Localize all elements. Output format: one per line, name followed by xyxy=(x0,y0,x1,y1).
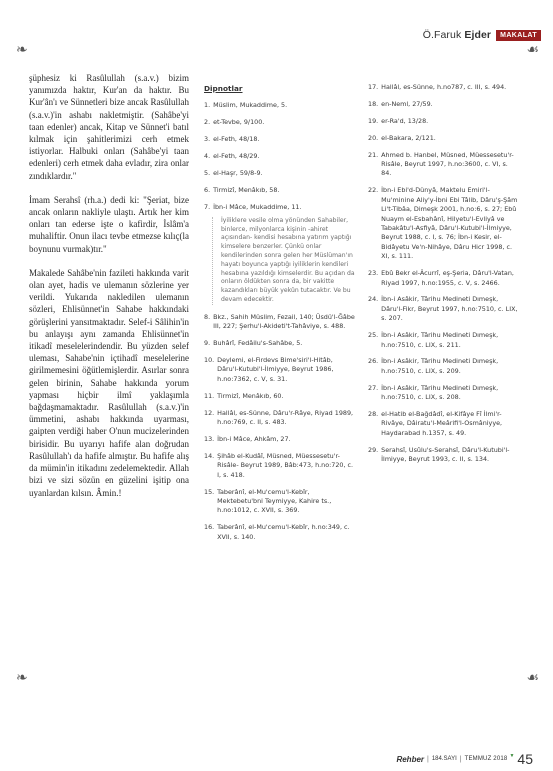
floral-corner-ornament-icon: ☙ xyxy=(526,671,539,686)
footnote-item xyxy=(204,488,356,516)
article-body xyxy=(29,72,189,511)
footnote-item xyxy=(368,134,518,143)
footnotes-column-1 xyxy=(204,84,356,550)
footnote-number: 1. xyxy=(204,101,211,110)
footnote-item xyxy=(368,117,518,126)
footnote-item xyxy=(204,409,356,428)
footnote-item xyxy=(204,452,356,480)
footnote-item xyxy=(204,313,356,332)
footnote-item xyxy=(368,100,518,109)
issue-number: 184.SAYI xyxy=(431,756,457,762)
footnote-item xyxy=(368,295,518,323)
footnote-text: Buhârî, Fedâilu's-Sahâbe, 5. xyxy=(213,339,303,348)
footnote-text: İbn-i Asâkir, Târihu Medineti Dımeşk, Dâru'l-Fikr, Beyrut 1997, h.no:7510, c. LIX, s. 207. xyxy=(381,295,518,323)
footnote-text: Tirmizî, Menâkıb, 60. xyxy=(217,391,284,400)
footnote-list xyxy=(204,101,356,212)
footnote-list xyxy=(368,83,518,465)
footnote-number: 3. xyxy=(204,135,211,144)
author-name xyxy=(423,29,491,41)
footnote-number: 9. xyxy=(204,339,211,348)
footnote-number: 29. xyxy=(368,445,379,454)
footnote-number: 7. xyxy=(204,202,211,211)
footnote-item xyxy=(204,392,356,401)
footnote-item xyxy=(204,523,356,542)
footnote-text: en-Neml, 27/59. xyxy=(381,99,433,108)
footnote-text: Şihâb el-Kudâî, Müsned, Müessesetu'r-Risâle- Beyrut 1989, Bâb:473, h.no:720, c. I, s. 418. xyxy=(217,451,354,479)
footnote-text: İbn-i Asâkir, Târihu Medineti Dımeşk, h.no:7510, c. LIX, s. 208. xyxy=(381,383,499,402)
footnote-item xyxy=(368,331,518,350)
footnote-item xyxy=(368,357,518,376)
footnote-item xyxy=(204,339,356,348)
footnote-number: 16. xyxy=(204,523,215,532)
footnote-item xyxy=(204,135,356,144)
footnote-item xyxy=(368,410,518,438)
footnote-number: 27. xyxy=(368,383,379,392)
footer-divider: | xyxy=(459,755,462,763)
page-footer xyxy=(396,751,533,767)
footnote-number: 26. xyxy=(368,357,379,366)
footnote-text: Taberânî, el-Mu'cemu'l-Kebîr, Mektebetu'bni Teymiyye, Kahire ts., h.no:1012, c. XVII, s. 369. xyxy=(217,487,332,515)
article-paragraph: İmam Serahsî (rh.a.) dedi ki: "Şeriat, bize ancak onların nakliyle ulaştı. Artık her kim onları tan ederse işte o kafirdir, İslâm'a muhaliftir. Onun ilacı tevbe etmezse kılıç(la boynunu vurmak)tır." xyxy=(29,194,189,254)
footnote-text: et-Tevbe, 9/100. xyxy=(213,118,265,127)
footnote-number: 17. xyxy=(368,83,379,91)
footnote-number: 2. xyxy=(204,118,211,127)
footnote-list xyxy=(204,313,356,542)
footer-divider: | xyxy=(427,755,429,763)
footnote-item xyxy=(204,169,356,178)
footnote-item xyxy=(368,83,518,92)
footnote-text: İbn-i Mâce, Mukaddime, 11. xyxy=(213,202,302,211)
footnote-text: İbn-i Ebi'd-Dünyâ, Maktelu Emiri'l-Mu'minine Aliy'y-İbni Ebi Tâlib, Dâru'ş-Şâm Li't-Tibâa, Dimeşk 2001, h.no:6, s. 27; Ebû Nuaym el-Esbahânî, Hilyetu'l-Evliyâ ve Tabakâtu'l-Asfiyâ, Dâru'l-Kutubi'l-İlmiyye, Beyrut 1988, c. I, s. 76; İbn-i Kesir, el-Bidâyetu Ve'n-Nihâye, Dâru Hicr 1998, c. XI, s. 111. xyxy=(381,186,518,261)
footnote-text: Tirmizî, Menâkıb, 58. xyxy=(213,185,280,194)
footnote-number: 24. xyxy=(368,295,379,304)
footnote-text: Bkz., Sahih Müslim, Fezail, 140; Üsdü'l-Ğâbe III, 227; Şerhu'l-Akideti't-Tahâviye, s. 488. xyxy=(213,312,355,331)
issue-date: TEMMUZ 2018 xyxy=(464,756,508,762)
footnote-number: 4. xyxy=(204,152,211,161)
footnote-item xyxy=(204,186,356,195)
footnotes-title: Dipnotlar xyxy=(204,84,243,93)
side-note: İyiliklere vesile olma yönünden Sahabiler, binlerce, milyonlarca kişinin -ahiret açısından- kendisi hesabına yatırım yaptığı kimselere benzerler. Çünkü onlar kendilerinden sonra gelen her Müslüman'ın hayatı boyunca yaptığı iyiliklerin kendileri hesabına yazıldığı kimselerdir. Bu açıdan da onların öldükten sonra da, bir vakitte kazandıkları büyük yekûn tutacaktır. Ve bu devam edecektir. xyxy=(212,217,356,305)
footnote-item xyxy=(204,101,356,110)
footnote-number: 13. xyxy=(204,434,215,443)
floral-corner-ornament-icon: ❧ xyxy=(16,43,28,58)
author-first-name: Ö.Faruk xyxy=(422,29,462,41)
footnote-number: 20. xyxy=(368,133,379,142)
footnote-item xyxy=(204,152,356,161)
footnote-number: 12. xyxy=(204,408,215,417)
footnote-text: Serahsî, Usûlu's-Serahsî, Dâru'l-Kutubi'l-İlmiyye, Beyrut 1993, c. II, s. 134. xyxy=(381,445,510,464)
footnote-item xyxy=(368,446,518,465)
footnote-text: Hallâl, es-Sünne, Dâru'r-Râye, Riyad 1989, h.no:769, c. II, s. 483. xyxy=(217,408,354,426)
footnote-text: İbn-i Asâkir, Târihu Medineti Dımeşk, h.no:7510, c. LIX, s. 211. xyxy=(381,331,499,349)
footnote-number: 23. xyxy=(368,269,379,278)
footnote-number: 8. xyxy=(204,312,211,321)
footnote-text: el-Hatib el-Bağdâdî, el-Kifâye Fî İlmi'r-Rivâye, Dâiratu'l-Meârifi'l-Osmâniyye, Haydarabad h.1357, s. 49. xyxy=(381,410,503,437)
footnote-number: 5. xyxy=(204,169,211,178)
page-header xyxy=(423,28,541,42)
footnote-item xyxy=(204,203,356,212)
footnote-text: Ahmed b. Hanbel, Müsned, Müessesetu'r-Risâle, Beyrut 1997, h.no:3600, c. VI, s. 84. xyxy=(381,150,514,178)
page-number: 45 xyxy=(517,751,533,767)
footnote-text: Ebû Bekr el-Âcurrî, eş-Şeria, Dâru'l-Vatan, Riyad 1997, h.no:1955, c. V, s. 2466. xyxy=(381,269,514,287)
footnote-text: el-Bakara, 2/121. xyxy=(381,133,436,142)
footnote-number: 6. xyxy=(204,185,211,194)
footnote-number: 11. xyxy=(204,391,215,400)
footnote-item xyxy=(204,356,356,384)
floral-corner-ornament-icon: ☙ xyxy=(526,43,539,58)
footnote-number: 10. xyxy=(204,355,215,364)
footnote-number: 21. xyxy=(368,150,379,159)
author-last-name: Ejder xyxy=(464,29,492,41)
footnote-text: el-Feth, 48/18. xyxy=(213,135,260,144)
footnote-number: 19. xyxy=(368,116,379,125)
article-paragraph: şüphesiz ki Rasûlullah (s.a.v.) bizim yanımızda haktır, Kur'an da haktır. Bu Kur'ân'ı ve Sünnetleri bize ancak Rasûlullah (s.a.v.)'in ashabı nakletmiştir. (Sahâbe'yi taan edenler) ancak, Kitap ve Sünnet'i batıl kılmak için şahitlerimizi cerh etmek istiyorlar. Halbuki onları (Sahâbe'yi taan edenleri) cerh etmek daha evladır, zira onlar zındıklardır." xyxy=(29,73,189,181)
footnote-number: 14. xyxy=(204,451,215,460)
footnote-number: 28. xyxy=(368,410,379,419)
footnote-text: İbn-i Mâce, Ahkâm, 27. xyxy=(217,434,291,443)
footnote-item xyxy=(368,384,518,403)
footnote-item xyxy=(204,118,356,127)
section-badge: MAKALAT xyxy=(496,30,541,41)
footnote-text: el-Haşr, 59/8-9. xyxy=(213,169,263,178)
footnote-text: Müslim, Mukaddime, 5. xyxy=(213,101,288,110)
footnote-number: 15. xyxy=(204,487,215,496)
footnote-item xyxy=(368,269,518,288)
footnote-text: Deylemi, el-Firdevs Bime'siri'l-Hitâb, Dâru'l-Kutubi'l-İlmiyye, Beyrut 1986, h.no:7362, c. V, s. 31. xyxy=(217,355,334,383)
footnote-text: Taberânî, el-Mu'cemu'l-Kebîr, h.no:349, c. XVII, s. 140. xyxy=(217,523,350,541)
footnote-text: el-Feth, 48/29. xyxy=(213,152,260,161)
footnote-item xyxy=(204,435,356,444)
footnote-text: Hallâl, es-Sünne, h.no787, c. III, s. 494. xyxy=(381,83,507,91)
footnote-text: İbn-i Asâkir, Târihu Medineti Dımeşk, h.no:7510, c. LIX, s. 209. xyxy=(381,357,499,375)
footnote-item xyxy=(368,186,518,261)
footnotes-column-2 xyxy=(368,83,518,472)
footnote-item xyxy=(368,151,518,179)
green-triangle-icon: ▼ xyxy=(509,753,515,759)
footnote-number: 18. xyxy=(368,99,379,108)
article-paragraph: Makalede Sahâbe'nin fazileti hakkında varit olan ayet, hadis ve ulemanın sözlerine yer verildi. Yukarıda nakledilen ulemanın sözleri, Ehlisünnet'in Sahabe hakkındaki görüşlerini yansıtmaktadır. Selef-i Sâlihin'in bu anlayışı aynı zamanda Ehlisünnet'in itikadî meselelerindendir. Bu yüzden selef uleması, Sahabe'nin içtihadî meselelerine girilmemesini öğütlemişlerdir. Asırlar sonra gelen birinin, Sahabe hakkında yorum yapması hiçbir ilmî yaklaşımla bağdaşmamaktadır. Rasûlullah (s.a.v.)'in ümmetini, ashabı hakkında uyarması, gaipten verdiği haber O'nun mucizelerinden birisidir. Bu uyarıyı hafife alan doğrudan Rasûlullah'ı da hafife almıştır. Bu hafife alış da mümin'in itikadını zedelemektedir. Allah bizi ve sizi sözün en güzelini işitip ona uyanlardan kılsın. Âmin.! xyxy=(29,267,189,498)
footnote-number: 22. xyxy=(368,186,379,195)
magazine-name: Rehber xyxy=(396,754,425,764)
footnote-text: er-Ra'd, 13/28. xyxy=(381,116,429,125)
footnote-number: 25. xyxy=(368,331,379,340)
floral-corner-ornament-icon: ❧ xyxy=(16,671,28,686)
